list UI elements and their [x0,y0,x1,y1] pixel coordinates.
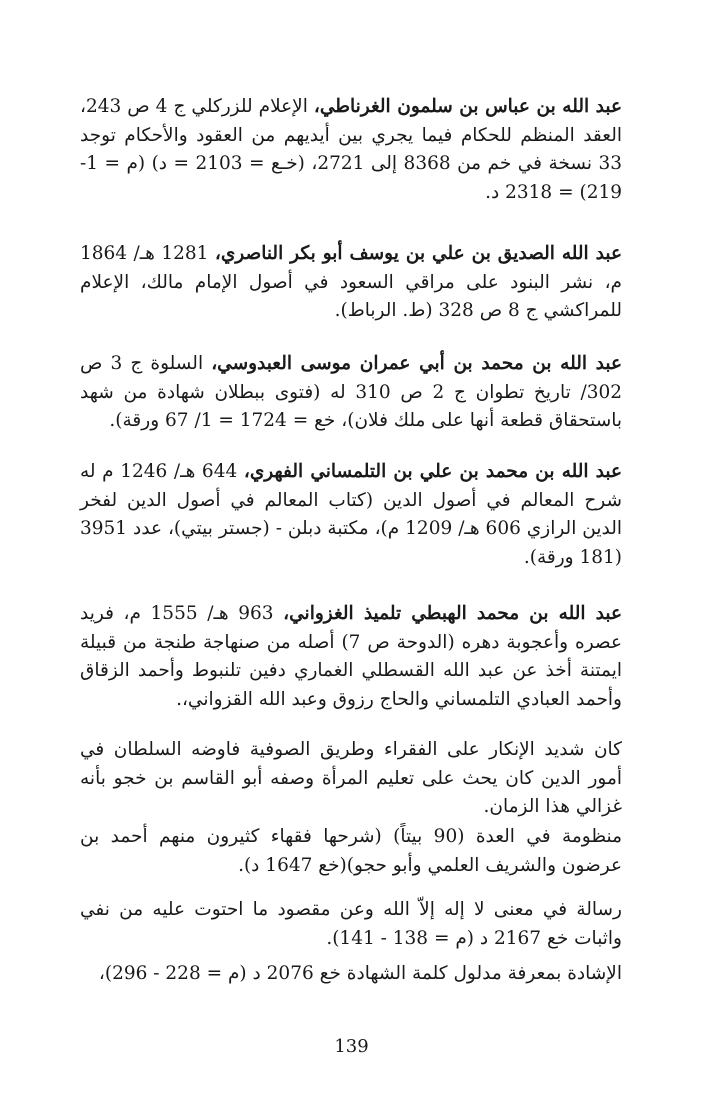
entry-abdallah-al-habti [80,600,622,714]
entry-text: 1281 هـ/ 1864 م، نشر البنود على مراقي السعود في أصول الإمام مالك، الإعلام للمراكشي ج 8 ص 328 (ط. الرباط). [80,243,622,321]
entry-heading: عبد الله بن عباس بن سلمون الغرناطي، [313,96,622,117]
entry-heading: عبد الله الصديق بن علي بن يوسف أبو بكر الناصري، [214,243,623,264]
entry-text: الإعلام للزركلي ج 4 ص 243، العقد المنظم للحكام فيما يجري بين أيديهم من العقود والأحكام توجد 33 نسخة في خم من 8368 إلى 2721، (خـع = 2103 = د) (م = 1-219) = 2318 د. [80,96,622,203]
entry-paragraph [80,240,622,326]
entry-paragraph [80,600,622,714]
entry-paragraph [80,458,622,572]
entry-text: 644 هـ/ 1246 م له شرح المعالم في أصول الدين (كتاب المعالم في أصول الدين لفخر الدين الرازي 606 هـ/ 1209 م)، مكتبة دبلن - (جستر بيتي)، عدد 3951 (181 ورقة). [80,461,622,568]
entry-abdallah-al-siddiq [80,240,622,326]
body-paragraph: رسالة في معنى لا إله إلاّ الله وعن مقصود ما احتوت عليه من نفي واثبات خع 2167 د (م = 138 - 141). [80,899,622,949]
entry-heading: عبد الله بن محمد بن علي بن التلمساني الفهري، [243,461,623,482]
entry-heading: عبد الله بن محمد الهبطي تلميذ الغزواني، [283,603,622,624]
page-number: 139 [334,1036,369,1057]
entry-abdallah-al-abdusi [80,350,622,436]
entry-paragraph [80,350,622,436]
body-paragraph: كان شديد الإنكار على الفقراء وطريق الصوفية فاوضه السلطان في أمور الدين كان يحث على تعليم المرأة وصفه أبو القاسم بن خجو بأنه غزالي هذا الزمان. [80,739,622,817]
paragraph-manzuma [80,823,622,880]
paragraph-description [80,736,622,822]
paragraph-risala [80,896,622,953]
entry-abdallah-al-tilimsani [80,458,622,572]
paragraph-ishada [80,960,622,989]
entry-paragraph [80,93,622,207]
body-paragraph: منظومة في العدة (90 بيتاً) (شرحها فقهاء كثيرون منهم أحمد بن عرضون والشريف العلمي وأبو حجو)(خع 1647 د). [80,826,622,876]
entry-abdallah-ibn-abbas [80,93,622,207]
entry-text: 963 هـ/ 1555 م، فريد عصره وأعجوبة دهره (الدوحة ص 7) أصله من صنهاجة طنجة من قبيلة ايمتنة أخذ عن عبد الله القسطلي الغماري دفين تلنبوط وأحمد الزقاق وأحمد العبادي التلمساني والحاج رزوق وعبد الله القزواني،. [80,603,622,710]
entry-text: السلوة ج 3 ص 302/ تاريخ تطوان ج 2 ص 310 له (فتوى ببطلان شهادة من شهد باستحقاق قطعة أنها على ملك فلان)، خع = 1724 = 1/ 67 ورقة). [80,353,622,431]
body-paragraph: الإشادة بمعرفة مدلول كلمة الشهادة خع 2076 د (م = 228 - 296)، [98,963,622,984]
entry-heading: عبد الله بن محمد بن أبي عمران موسى العبدوسي، [211,353,622,374]
